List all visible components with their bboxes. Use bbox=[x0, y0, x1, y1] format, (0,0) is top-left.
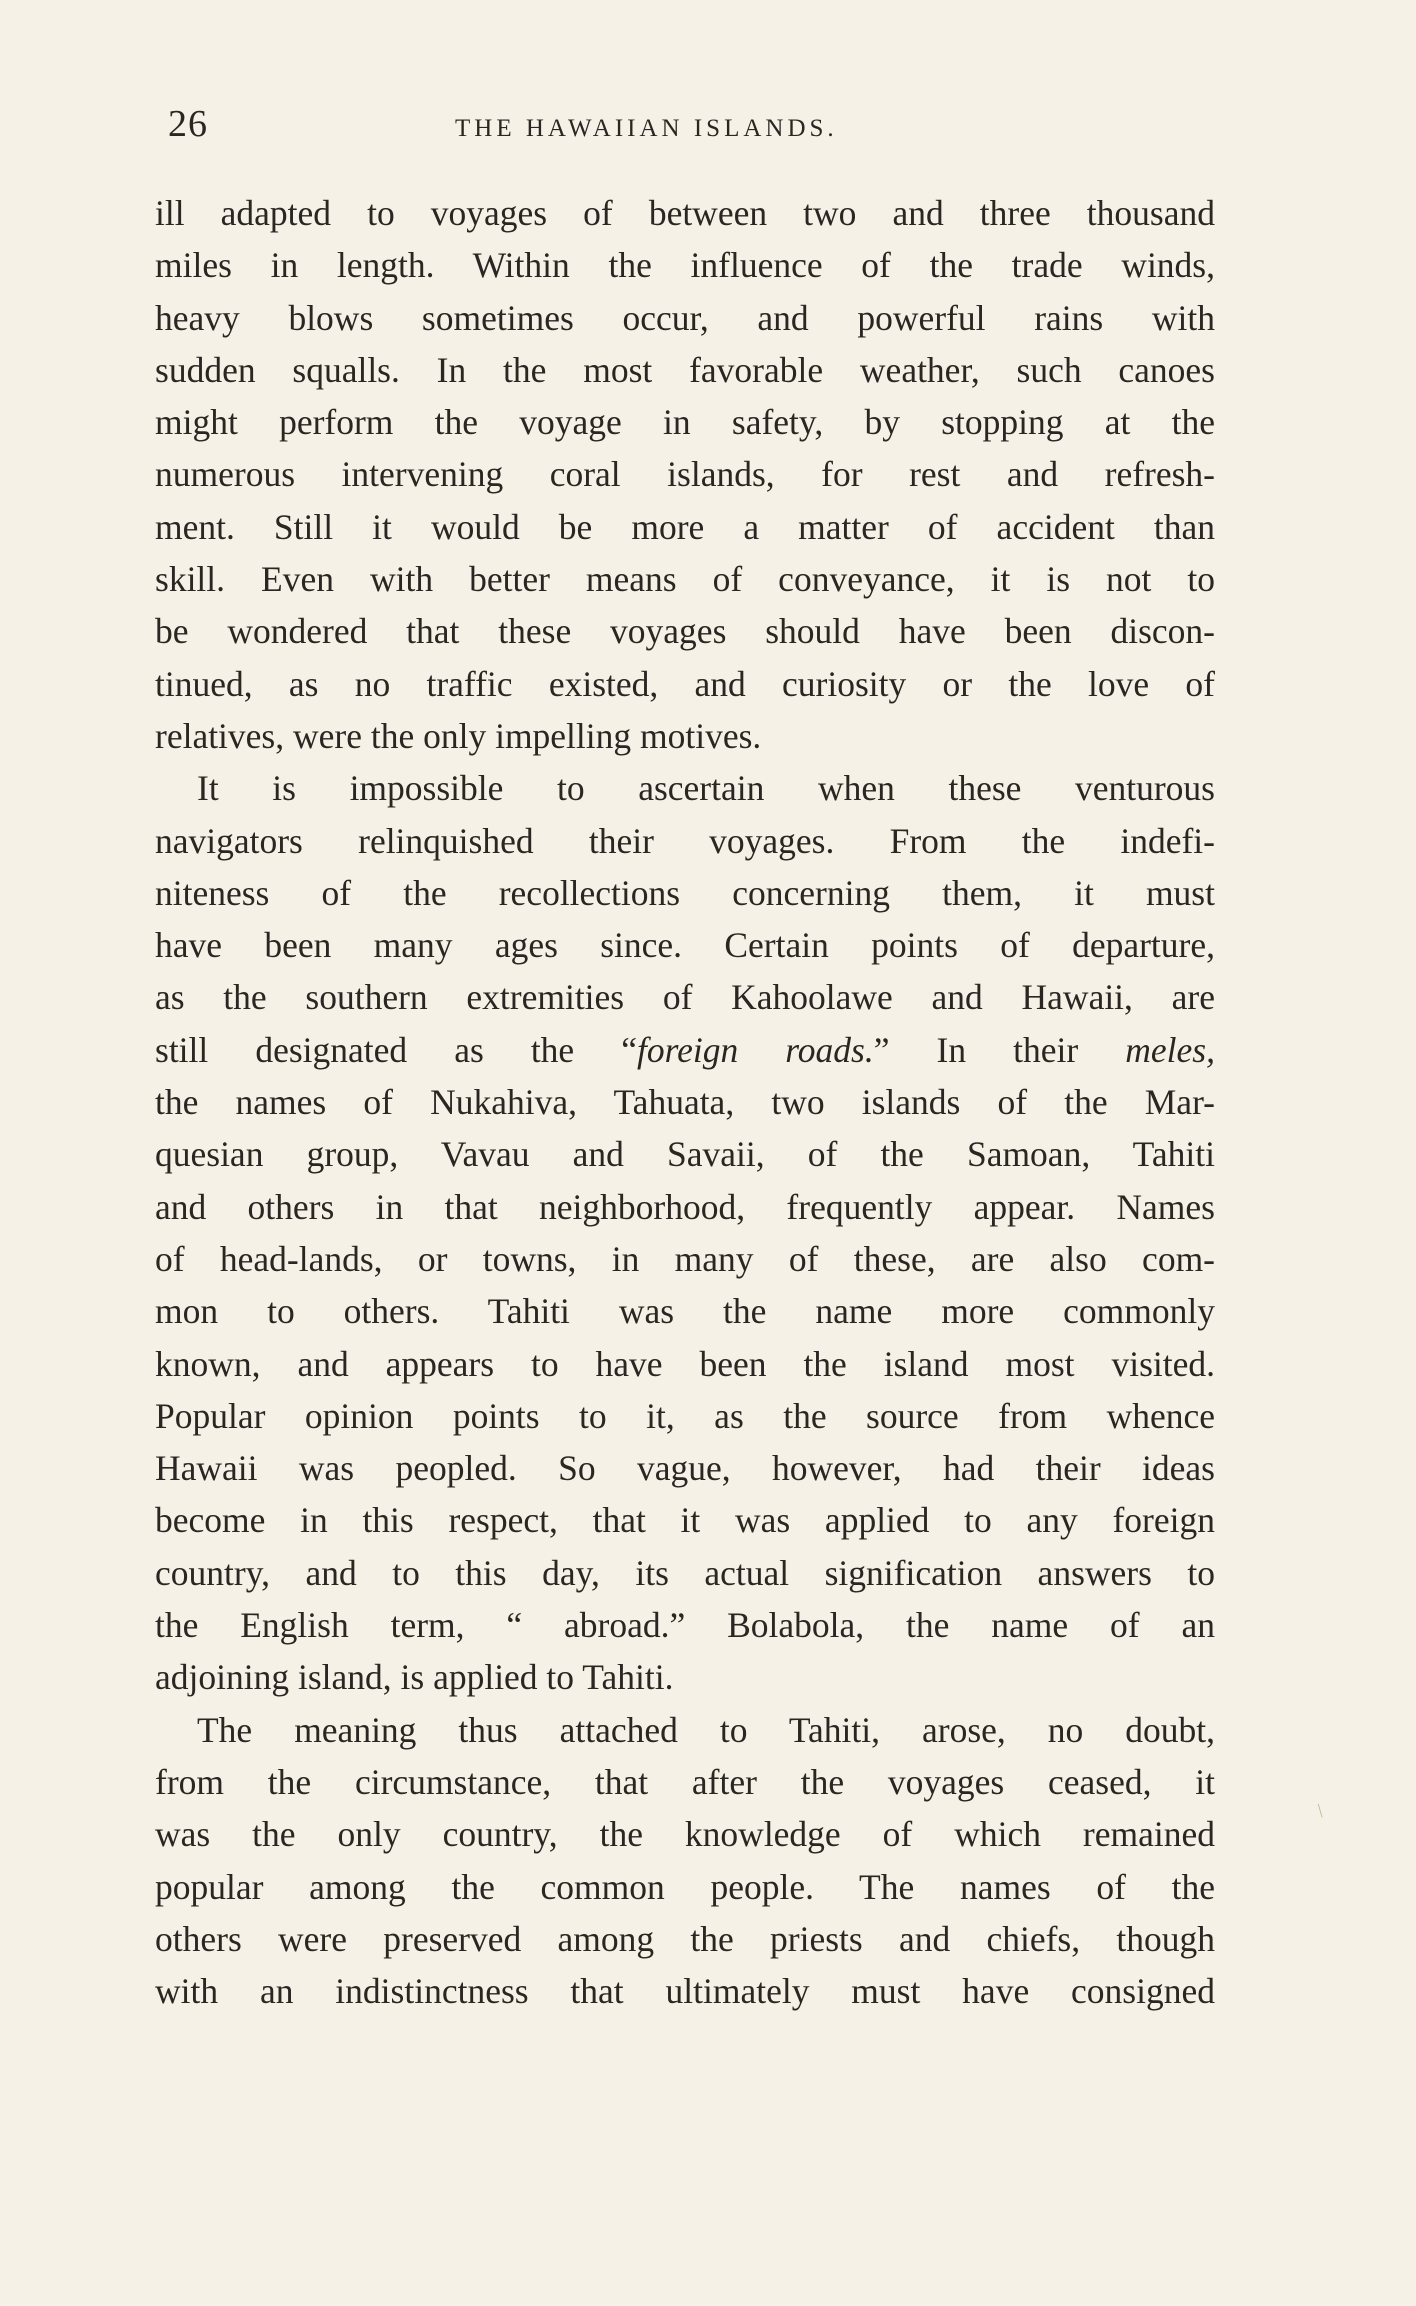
text-line: skill. Even with better means of conveyance, it is not to bbox=[155, 559, 1215, 600]
text-line: sudden squalls. In the most favorable weather, such canoes bbox=[155, 349, 1215, 390]
text-line: heavy blows sometimes occur, and powerful rains with bbox=[155, 297, 1215, 338]
text-line: relatives, were the only impelling motives. bbox=[155, 715, 762, 756]
text-line: niteness of the recollections concerning them, it must bbox=[155, 872, 1215, 913]
text-line: might perform the voyage in safety, by stopping at the bbox=[155, 402, 1215, 443]
paragraph-3 bbox=[155, 1704, 1215, 2018]
text-line: mon to others. Tahiti was the name more commonly bbox=[155, 1291, 1215, 1332]
page-number: 26 bbox=[168, 103, 208, 145]
running-head: THE HAWAIIAN ISLANDS. bbox=[455, 115, 838, 142]
text-line: miles in length. Within the influence of the trade winds, bbox=[155, 245, 1215, 286]
text-segment: still designated as the “ bbox=[155, 1029, 637, 1070]
text-line: as the southern extremities of Kahoolawe and Hawaii, are bbox=[155, 977, 1215, 1018]
text-line-italic bbox=[155, 1024, 1215, 1076]
paragraph-1 bbox=[155, 187, 1215, 762]
text-line: and others in that neighborhood, frequently appear. Names bbox=[155, 1186, 1215, 1227]
text-line: was the only country, the knowledge of which remained bbox=[155, 1814, 1215, 1855]
text-line: the English term, “ abroad.” Bolabola, the name of an bbox=[155, 1605, 1215, 1646]
text-line: from the circumstance, that after the voyages ceased, it bbox=[155, 1761, 1215, 1802]
text-line: be wondered that these voyages should have been discon- bbox=[155, 611, 1215, 652]
italic-foreign-roads: foreign roads. bbox=[637, 1029, 874, 1070]
text-line: the names of Nukahiva, Tahuata, two islands of the Mar- bbox=[155, 1082, 1215, 1123]
text-line: country, and to this day, its actual signification answers to bbox=[155, 1552, 1215, 1593]
text-line: numerous intervening coral islands, for rest and refresh- bbox=[155, 454, 1215, 495]
text-line: have been many ages since. Certain points of departure, bbox=[155, 925, 1215, 966]
text-line: ill adapted to voyages of between two and three thousand bbox=[155, 193, 1215, 233]
text-line: navigators relinquished their voyages. From the indefi- bbox=[155, 820, 1215, 861]
text-line: become in this respect, that it was applied to any foreign bbox=[155, 1500, 1215, 1541]
text-line: known, and appears to have been the island most visited. bbox=[155, 1343, 1215, 1384]
text-line: with an indistinctness that ultimately must have consigned bbox=[155, 1971, 1215, 2012]
text-segment: ” In their bbox=[873, 1029, 1126, 1070]
body-text bbox=[155, 187, 1215, 2017]
italic-meles: meles, bbox=[1125, 1029, 1215, 1070]
text-line: The meaning thus attached to Tahiti, arose, no doubt, bbox=[197, 1709, 1215, 1750]
paragraph-2 bbox=[155, 762, 1215, 1703]
text-line: adjoining island, is applied to Tahiti. bbox=[155, 1657, 674, 1698]
text-line: tinued, as no traffic existed, and curiosity or the love of bbox=[155, 663, 1215, 704]
text-line: Hawaii was peopled. So vague, however, had their ideas bbox=[155, 1448, 1215, 1489]
text-line: others were preserved among the priests and chiefs, though bbox=[155, 1918, 1215, 1959]
stray-mark: / bbox=[1311, 1800, 1330, 1822]
text-line: quesian group, Vavau and Savaii, of the Samoan, Tahiti bbox=[155, 1134, 1215, 1175]
text-line: ment. Still it would be more a matter of accident than bbox=[155, 506, 1215, 547]
text-line: It is impossible to ascertain when these venturous bbox=[197, 768, 1215, 809]
text-line: Popular opinion points to it, as the source from whence bbox=[155, 1395, 1215, 1436]
text-line: of head-lands, or towns, in many of these, are also com- bbox=[155, 1238, 1215, 1279]
text-line: popular among the common people. The names of the bbox=[155, 1866, 1215, 1907]
